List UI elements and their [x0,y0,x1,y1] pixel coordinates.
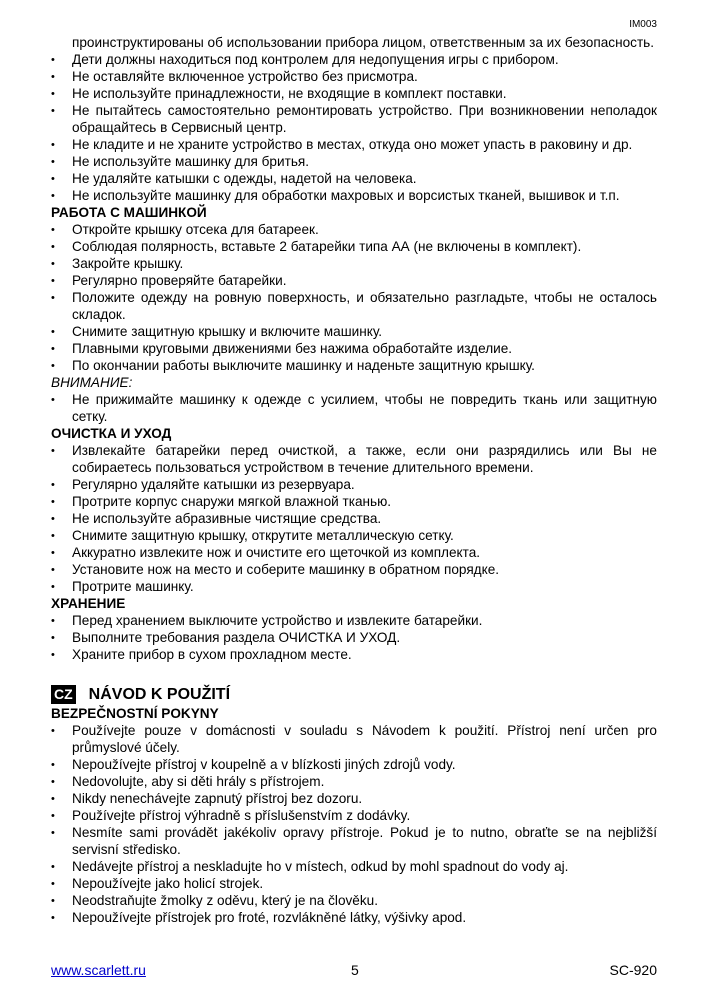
bullet-item: • Аккуратно извлеките нож и очистите его щеточкой из комплекта. [51,544,657,561]
bullet-item: • Не используйте машинку для бритья. [51,153,657,170]
bullet-item: • Установите нож на место и соберите машинку в обратном порядке. [51,561,657,578]
footer [51,962,657,980]
bullet-item: • Nesmíte sami provádět jakékoliv opravy přístroje. Pokud je to nutno, obraťte se na nejbližší servisní středisko. [51,824,657,858]
model-number: SC-920 [609,962,657,978]
attention-label: ВНИМАНИЕ: [51,375,133,390]
bullet-item: • Používejte pouze v domácnosti v souladu s Návodem k použití. Přístroj není určen pro průmyslové účely. [51,722,657,756]
bullet-item: • Плавными круговыми движениями без нажима обработайте изделие. [51,340,657,357]
bullet-item: • Не используйте абразивные чистящие средства. [51,510,657,527]
bullet-item: • Храните прибор в сухом прохладном месте. [51,646,657,663]
ru-clean-list [51,442,657,595]
safety-continuation: проинструктированы об использовании прибора лицом, ответственным за их безопасность. [72,35,655,50]
ru-storage-list [51,612,657,663]
bullet-item: • Nepoužívejte jako holicí strojek. [51,875,657,892]
bullet-item: • Не пытайтесь самостоятельно ремонтировать устройство. При возникновении неполадок обращайтесь в Сервисный центр. [51,102,657,136]
bullet-item: • Не кладите и не храните устройство в местах, откуда оно может упасть в раковину и др. [51,136,657,153]
bullet-item: • Снимите защитную крышку и включите машинку. [51,323,657,340]
ru-work-list [51,221,657,374]
bullet-item: • Nedovolujte, aby si děti hrály s přístrojem. [51,773,657,790]
cz-section-header [51,684,657,705]
ru-attention-list [51,391,657,425]
ru-safety-list [51,51,657,204]
bullet-item: • По окончании работы выключите машинку и наденьте защитную крышку. [51,357,657,374]
cz-safety-list [51,722,657,926]
bullet-item: • Протрите машинку. [51,578,657,595]
bullet-item: • Выполните требования раздела ОЧИСТКА И УХОД. [51,629,657,646]
bullet-item: • Перед хранением выключите устройство и извлеките батарейки. [51,612,657,629]
bullet-item: • Положите одежду на ровную поверхность, и обязательно разгладьте, чтобы не осталось складок. [51,289,657,323]
bullet-item: • Откройте крышку отсека для батареек. [51,221,657,238]
bullet-item: • Извлекайте батарейки перед очисткой, а также, если они разрядились или Вы не собираетесь пользоваться устройством в течение длительного времени. [51,442,657,476]
bullet-item: • Не прижимайте машинку к одежде с усилием, чтобы не повредить ткань или защитную сетку. [51,391,657,425]
bullet-item: • Používejte přístroj výhradně s příslušenstvím z dodávky. [51,807,657,824]
clean-heading: ОЧИСТКА И УХОД [51,426,172,441]
bullet-item: • Nedávejte přístroj a neskladujte ho v místech, odkud by mohl spadnout do vody aj. [51,858,657,875]
bullet-item: • Снимите защитную крышку, открутите металлическую сетку. [51,527,657,544]
document-code: IM003 [629,19,657,30]
bullet-item: • Не удаляйте катышки с одежды, надетой на человека. [51,170,657,187]
bullet-item: • Nepoužívejte přístrojek pro froté, rozvlákněné látky, výšivky apod. [51,909,657,926]
cz-safety-heading: BEZPEČNOSTNÍ POKYNY [51,706,219,721]
bullet-item: • Закройте крышку. [51,255,657,272]
page-number: 5 [351,962,359,978]
bullet-item: • Nikdy nenechávejte zapnutý přístroj bez dozoru. [51,790,657,807]
cz-title: NÁVOD K POUŽITÍ [88,685,231,703]
bullet-item: • Дети должны находиться под контролем для недопущения игры с прибором. [51,51,657,68]
bullet-item: • Не оставляйте включенное устройство без присмотра. [51,68,657,85]
bullet-item: • Не используйте принадлежности, не входящие в комплект поставки. [51,85,657,102]
website-link[interactable]: www.scarlett.ru [51,962,146,978]
bullet-item: • Не используйте машинку для обработки махровых и ворсистых тканей, вышивок и т.п. [51,187,657,204]
bullet-item: • Регулярно проверяйте батарейки. [51,272,657,289]
page-content [51,34,657,926]
work-heading: РАБОТА С МАШИНКОЙ [51,205,207,220]
bullet-item: • Nepoužívejte přístroj v koupelně a v blízkosti jiných zdrojů vody. [51,756,657,773]
language-badge: CZ [51,685,76,704]
bullet-item: • Neodstraňujte žmolky z oděvu, který je na člověku. [51,892,657,909]
bullet-item: • Протрите корпус снаружи мягкой влажной тканью. [51,493,657,510]
storage-heading: ХРАНЕНИЕ [51,596,126,611]
bullet-item: • Регулярно удаляйте катышки из резервуара. [51,476,657,493]
bullet-item: • Соблюдая полярность, вставьте 2 батарейки типа АА (не включены в комплект). [51,238,657,255]
